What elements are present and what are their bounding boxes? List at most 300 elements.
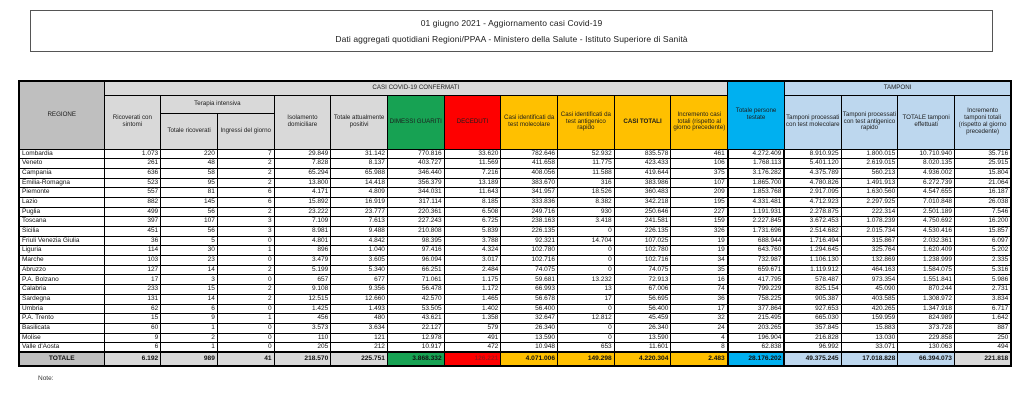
value-cell: 0	[217, 333, 274, 343]
total-value-cell: 66.394.073	[898, 352, 955, 366]
value-cell: 58	[161, 168, 218, 178]
value-cell: 8.020.135	[898, 159, 955, 169]
value-cell: 1.238.999	[898, 256, 955, 266]
col-header-incremento-tamponi: Incremento tamponi totali (rispetto al giorno precedente)	[954, 95, 1011, 149]
value-cell: 209	[671, 188, 728, 198]
value-cell: 65.988	[331, 168, 388, 178]
value-cell: 4.842	[331, 236, 388, 246]
value-cell: 56	[161, 207, 218, 217]
table-row	[19, 207, 1011, 217]
value-cell: 35.716	[954, 149, 1011, 159]
value-cell: 10.710.940	[898, 149, 955, 159]
value-cell: 0	[217, 275, 274, 285]
value-cell: 26.038	[954, 197, 1011, 207]
value-cell: 317.114	[387, 197, 444, 207]
value-cell: 0	[558, 333, 615, 343]
banner-casi-confermati: CASI COVID-19 CONFERMATI	[104, 81, 728, 95]
value-cell: 315.867	[841, 236, 898, 246]
value-cell: 102.716	[501, 256, 558, 266]
value-cell: 417.795	[728, 275, 785, 285]
value-cell: 403.585	[841, 294, 898, 304]
value-cell: 220	[161, 149, 218, 159]
value-cell: 2.514.682	[784, 227, 841, 237]
value-cell: 23.222	[274, 207, 331, 217]
value-cell: 21.064	[954, 178, 1011, 188]
total-value-cell: 221.818	[954, 352, 1011, 366]
value-cell: 1.402	[444, 304, 501, 314]
value-cell: 59.681	[501, 275, 558, 285]
value-cell: 1.731.696	[728, 227, 785, 237]
col-header-ingressi-giorno: Ingressi del giorno	[217, 113, 274, 149]
value-cell: 16.187	[954, 188, 1011, 198]
value-cell: 19	[671, 236, 728, 246]
value-cell: 216.828	[784, 333, 841, 343]
value-cell: 491	[444, 333, 501, 343]
table-row	[19, 265, 1011, 275]
total-value-cell: 49.375.245	[784, 352, 841, 366]
value-cell: 1.040	[331, 246, 388, 256]
value-cell: 8.137	[331, 159, 388, 169]
col-header-persone-testate: Totale persone testate	[728, 81, 785, 149]
value-cell: 229.858	[898, 333, 955, 343]
value-cell: 17	[671, 304, 728, 314]
value-cell: 557	[104, 188, 161, 198]
value-cell: 882	[104, 197, 161, 207]
col-header-incremento-casi: Incremento casi totali (rispetto al giorno precedente)	[671, 95, 728, 149]
value-cell: 220.361	[387, 207, 444, 217]
value-cell: 346.440	[387, 168, 444, 178]
value-cell: 14	[161, 265, 218, 275]
value-cell: 2	[217, 168, 274, 178]
col-header-dimessi-guariti: DIMESSI GUARITI	[387, 95, 444, 149]
value-cell: 13.800	[274, 178, 331, 188]
total-value-cell: 989	[161, 352, 218, 366]
value-cell: 0	[217, 343, 274, 353]
value-cell: 1.308.972	[898, 294, 955, 304]
covid-data-table	[18, 80, 1012, 367]
value-cell: 26.340	[501, 323, 558, 333]
value-cell: 657	[274, 275, 331, 285]
value-cell: 17	[104, 275, 161, 285]
value-cell: 5	[161, 236, 218, 246]
value-cell: 2.227.845	[728, 217, 785, 227]
value-cell: 375	[671, 168, 728, 178]
table-row	[19, 304, 1011, 314]
value-cell: 15.883	[841, 323, 898, 333]
value-cell: 130.063	[898, 343, 955, 353]
table-body	[19, 149, 1011, 366]
value-cell: 56	[161, 227, 218, 237]
table-row	[19, 246, 1011, 256]
value-cell: 636	[104, 168, 161, 178]
value-cell: 4	[671, 333, 728, 343]
value-cell: 523	[104, 178, 161, 188]
total-value-cell: 149.298	[558, 352, 615, 366]
value-cell: 360.483	[614, 188, 671, 198]
value-cell: 0	[217, 236, 274, 246]
value-cell: 6	[217, 188, 274, 198]
value-cell: 1	[161, 343, 218, 353]
value-cell: 3.176.282	[728, 168, 785, 178]
value-cell: 114	[104, 246, 161, 256]
value-cell: 15.804	[954, 168, 1011, 178]
value-cell: 927.653	[784, 304, 841, 314]
value-cell: 31.142	[331, 149, 388, 159]
value-cell: 11.569	[444, 159, 501, 169]
value-cell: 11.643	[444, 188, 501, 198]
value-cell: 107	[161, 217, 218, 227]
value-cell: 56.678	[501, 294, 558, 304]
value-cell: 5.199	[274, 265, 331, 275]
value-cell: 341.957	[501, 188, 558, 198]
value-cell: 373.728	[898, 323, 955, 333]
page-subtitle: Dati aggregati quotidiani Regioni/PPAA - Ministero della Salute - Istituto Superiore di Sanità	[335, 34, 688, 45]
value-cell: 215.495	[728, 314, 785, 324]
col-header-casi-antigenico: Casi identificati da test antigenico rapido	[558, 95, 615, 149]
value-cell: 0	[558, 227, 615, 237]
value-cell: 2	[161, 333, 218, 343]
value-cell: 383.670	[501, 178, 558, 188]
value-cell: 71.061	[387, 275, 444, 285]
value-cell: 238.163	[501, 217, 558, 227]
header-group-row	[19, 95, 1011, 113]
value-cell: 6.097	[954, 236, 1011, 246]
table-row	[19, 333, 1011, 343]
region-name: Sicilia	[19, 227, 104, 237]
value-cell: 249.716	[501, 207, 558, 217]
value-cell: 81	[161, 188, 218, 198]
value-cell: 2.731	[954, 285, 1011, 295]
value-cell: 1.584.075	[898, 265, 955, 275]
value-cell: 1.768.113	[728, 159, 785, 169]
value-cell: 333.836	[501, 197, 558, 207]
region-name: Sardegna	[19, 294, 104, 304]
value-cell: 96.992	[784, 343, 841, 353]
value-cell: 1.073	[104, 149, 161, 159]
value-cell: 3.573	[274, 323, 331, 333]
value-cell: 43.621	[387, 314, 444, 324]
value-cell: 9.108	[274, 285, 331, 295]
value-cell: 0	[217, 256, 274, 266]
value-cell: 677	[331, 275, 388, 285]
value-cell: 14.418	[331, 178, 388, 188]
value-cell: 9	[104, 333, 161, 343]
total-value-cell: 17.018.828	[841, 352, 898, 366]
col-header-casi-molecolare: Casi identificati da test molecolare	[501, 95, 558, 149]
value-cell: 1.347.918	[898, 304, 955, 314]
value-cell: 13.232	[558, 275, 615, 285]
value-cell: 870.244	[898, 285, 955, 295]
table-row	[19, 343, 1011, 353]
value-cell: 3.834	[954, 294, 1011, 304]
value-cell: 0	[217, 323, 274, 333]
value-cell: 3.017	[444, 256, 501, 266]
value-cell: 5.316	[954, 265, 1011, 275]
value-cell: 8.981	[274, 227, 331, 237]
value-cell: 107.025	[614, 236, 671, 246]
value-cell: 1.800.015	[841, 149, 898, 159]
value-cell: 103	[104, 256, 161, 266]
value-cell: 95	[161, 178, 218, 188]
value-cell: 799.229	[728, 285, 785, 295]
value-cell: 1	[217, 314, 274, 324]
value-cell: 131	[104, 294, 161, 304]
total-value-cell: 41	[217, 352, 274, 366]
value-cell: 1	[217, 246, 274, 256]
value-cell: 9	[161, 314, 218, 324]
value-cell: 1.425	[274, 304, 331, 314]
value-cell: 7.216	[444, 168, 501, 178]
value-cell: 2	[217, 159, 274, 169]
value-cell: 8.910.925	[784, 149, 841, 159]
value-cell: 12.978	[387, 333, 444, 343]
value-cell: 92.321	[501, 236, 558, 246]
value-cell: 451	[104, 227, 161, 237]
value-cell: 4.801	[274, 236, 331, 246]
value-cell: 0	[558, 265, 615, 275]
value-cell: 1.119.912	[784, 265, 841, 275]
value-cell: 825.154	[784, 285, 841, 295]
value-cell: 1.493	[331, 304, 388, 314]
value-cell: 23.777	[331, 207, 388, 217]
region-name: Toscana	[19, 217, 104, 227]
table-row	[19, 227, 1011, 237]
value-cell: 408.056	[501, 168, 558, 178]
value-cell: 9.356	[331, 285, 388, 295]
value-cell: 4.171	[274, 188, 331, 198]
value-cell: 66.251	[387, 265, 444, 275]
value-cell: 930	[558, 207, 615, 217]
value-cell: 420.265	[841, 304, 898, 314]
value-cell: 3.634	[331, 323, 388, 333]
value-cell: 1.620.409	[898, 246, 955, 256]
value-cell: 653	[558, 343, 615, 353]
table-row	[19, 323, 1011, 333]
table-row	[19, 178, 1011, 188]
value-cell: 732.987	[728, 256, 785, 266]
value-cell: 7.828	[274, 159, 331, 169]
region-name: Marche	[19, 256, 104, 266]
value-cell: 8	[671, 343, 728, 353]
value-cell: 4.780.826	[784, 178, 841, 188]
value-cell: 203.265	[728, 323, 785, 333]
value-cell: 227.243	[387, 217, 444, 227]
value-cell: 13.030	[841, 333, 898, 343]
value-cell: 3.788	[444, 236, 501, 246]
value-cell: 1.642	[954, 314, 1011, 324]
value-cell: 419.644	[614, 168, 671, 178]
value-cell: 16	[671, 275, 728, 285]
value-cell: 132.869	[841, 256, 898, 266]
value-cell: 383.986	[614, 178, 671, 188]
value-cell: 316	[558, 178, 615, 188]
value-cell: 145	[161, 197, 218, 207]
table-header	[19, 81, 1011, 149]
value-cell: 461	[671, 149, 728, 159]
value-cell: 4.331.481	[728, 197, 785, 207]
value-cell: 30	[161, 246, 218, 256]
value-cell: 472	[444, 343, 501, 353]
value-cell: 3.418	[558, 217, 615, 227]
value-cell: 24	[671, 323, 728, 333]
col-header-totale-ricoverati: Totale ricoverati	[161, 113, 218, 149]
value-cell: 578.487	[784, 275, 841, 285]
value-cell: 56.695	[614, 294, 671, 304]
value-cell: 0	[217, 304, 274, 314]
region-name: Friuli Venezia Giulia	[19, 236, 104, 246]
value-cell: 53.505	[387, 304, 444, 314]
banner-tamponi: TAMPONI	[784, 81, 1011, 95]
value-cell: 15	[104, 314, 161, 324]
value-cell: 1.358	[444, 314, 501, 324]
col-header-casi-totali: CASI TOTALI	[614, 95, 671, 149]
value-cell: 33.620	[444, 149, 501, 159]
value-cell: 42.570	[387, 294, 444, 304]
value-cell: 1.630.560	[841, 188, 898, 198]
value-cell: 7.546	[954, 207, 1011, 217]
value-cell: 25.915	[954, 159, 1011, 169]
value-cell: 325.764	[841, 246, 898, 256]
value-cell: 17	[558, 294, 615, 304]
value-cell: 11.588	[558, 168, 615, 178]
total-value-cell: 4.071.006	[501, 352, 558, 366]
value-cell: 2	[217, 207, 274, 217]
col-header-tamponi-antigenico: Tamponi processati con test antigenico rapido	[841, 95, 898, 149]
value-cell: 896	[274, 246, 331, 256]
value-cell: 12.660	[331, 294, 388, 304]
value-cell: 2.297.925	[841, 197, 898, 207]
total-value-cell: 4.220.304	[614, 352, 671, 366]
value-cell: 62	[104, 304, 161, 314]
value-cell: 1.106.130	[784, 256, 841, 266]
value-cell: 464.163	[841, 265, 898, 275]
value-cell: 344.031	[387, 188, 444, 198]
value-cell: 0	[558, 304, 615, 314]
value-cell: 226.135	[501, 227, 558, 237]
value-cell: 7.109	[274, 217, 331, 227]
value-cell: 9.488	[331, 227, 388, 237]
note-label: Note:	[38, 375, 54, 382]
value-cell: 3.479	[274, 256, 331, 266]
value-cell: 16.200	[954, 217, 1011, 227]
region-name: Basilicata	[19, 323, 104, 333]
value-cell: 0	[558, 256, 615, 266]
value-cell: 403.727	[387, 159, 444, 169]
value-cell: 241.581	[614, 217, 671, 227]
value-cell: 1.191.931	[728, 207, 785, 217]
value-cell: 32	[671, 314, 728, 324]
total-value-cell: 6.192	[104, 352, 161, 366]
value-cell: 4.750.692	[898, 217, 955, 227]
value-cell: 15.892	[274, 197, 331, 207]
value-cell: 66.993	[501, 285, 558, 295]
value-cell: 6.272.739	[898, 178, 955, 188]
value-cell: 3.605	[331, 256, 388, 266]
value-cell: 67.006	[614, 285, 671, 295]
table-row	[19, 285, 1011, 295]
col-header-isolamento: Isolamento domiciliare	[274, 95, 331, 149]
value-cell: 12.515	[274, 294, 331, 304]
col-header-tamponi-molecolare: Tamponi processati con test molecolare	[784, 95, 841, 149]
value-cell: 2	[217, 285, 274, 295]
value-cell: 205	[274, 343, 331, 353]
value-cell: 36	[671, 294, 728, 304]
value-cell: 887	[954, 323, 1011, 333]
value-cell: 12.812	[558, 314, 615, 324]
value-cell: 2	[217, 294, 274, 304]
value-cell: 159.959	[841, 314, 898, 324]
value-cell: 4.375.789	[784, 168, 841, 178]
value-cell: 227	[671, 207, 728, 217]
value-cell: 8.185	[444, 197, 501, 207]
col-header-terapia-intensiva: Terapia intensiva	[161, 95, 274, 113]
value-cell: 2.032.361	[898, 236, 955, 246]
value-cell: 1.551.841	[898, 275, 955, 285]
value-cell: 782.646	[501, 149, 558, 159]
value-cell: 357.845	[784, 323, 841, 333]
value-cell: 5.401.120	[784, 159, 841, 169]
title-box	[30, 10, 993, 52]
value-cell: 835.578	[614, 149, 671, 159]
value-cell: 560.213	[841, 168, 898, 178]
value-cell: 107	[671, 178, 728, 188]
total-value-cell: 2.483	[671, 352, 728, 366]
value-cell: 2.015.734	[841, 227, 898, 237]
value-cell: 905.387	[784, 294, 841, 304]
col-header-tamponi-totale: TOTALE tamponi effettuati	[898, 95, 955, 149]
table-row	[19, 168, 1011, 178]
value-cell: 97.416	[387, 246, 444, 256]
value-cell: 643.760	[728, 246, 785, 256]
value-cell: 824.989	[898, 314, 955, 324]
region-name: Molise	[19, 333, 104, 343]
value-cell: 62.838	[728, 343, 785, 353]
value-cell: 423.433	[614, 159, 671, 169]
value-cell: 48	[161, 159, 218, 169]
value-cell: 1	[161, 323, 218, 333]
value-cell: 159	[671, 217, 728, 227]
table-row	[19, 256, 1011, 266]
value-cell: 1.716.494	[784, 236, 841, 246]
value-cell: 102.780	[614, 246, 671, 256]
value-cell: 4.936.002	[898, 168, 955, 178]
value-cell: 96.094	[387, 256, 444, 266]
total-label: TOTALE	[19, 352, 104, 366]
value-cell: 7.613	[331, 217, 388, 227]
value-cell: 233	[104, 285, 161, 295]
header-banner-row	[19, 81, 1011, 95]
value-cell: 212	[331, 343, 388, 353]
region-name: Puglia	[19, 207, 104, 217]
value-cell: 32.647	[501, 314, 558, 324]
value-cell: 226.135	[614, 227, 671, 237]
region-name: Campania	[19, 168, 104, 178]
value-cell: 4.272.409	[728, 149, 785, 159]
value-cell: 3.672.453	[784, 217, 841, 227]
value-cell: 10.917	[387, 343, 444, 353]
table-row	[19, 294, 1011, 304]
value-cell: 6.725	[444, 217, 501, 227]
value-cell: 2	[217, 178, 274, 188]
total-row	[19, 352, 1011, 366]
value-cell: 74.075	[614, 265, 671, 275]
value-cell: 127	[104, 265, 161, 275]
value-cell: 52.932	[558, 149, 615, 159]
value-cell: 2	[217, 265, 274, 275]
region-name: Lombardia	[19, 149, 104, 159]
region-name: Valle d'Aosta	[19, 343, 104, 353]
value-cell: 6	[217, 197, 274, 207]
